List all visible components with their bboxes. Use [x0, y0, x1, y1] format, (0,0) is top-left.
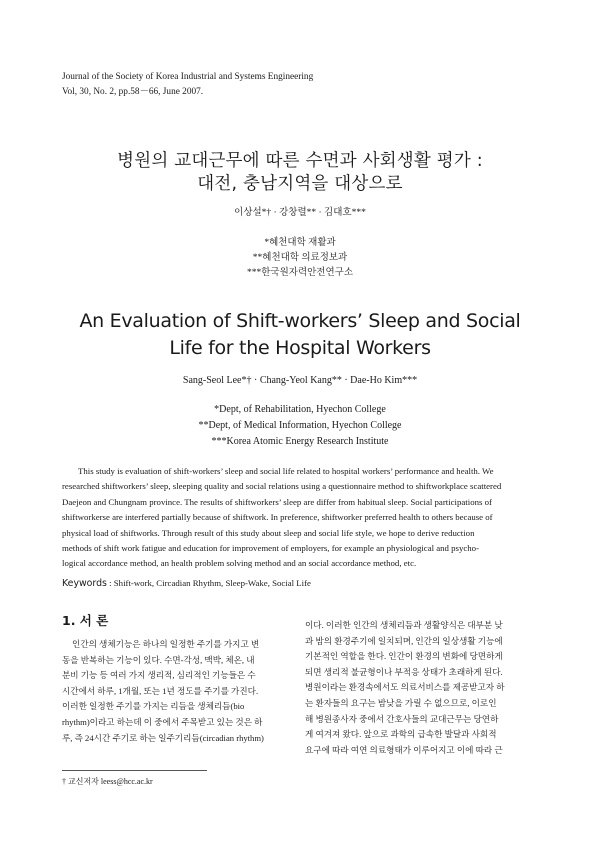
- abstract-line: This study is evaluation of shift-workers’ sleep and social life related to hospital workers’ performance and health. We: [78, 466, 494, 476]
- left-column: [62, 611, 298, 746]
- body-line: 기본적인 역할을 한다. 인간이 환경의 변화에 당면하게: [305, 651, 503, 662]
- body-line: 동을 반복하는 기능이 있다. 수면-각성, 맥박, 체온, 내: [62, 654, 255, 665]
- english-authors: Sang-Seol Lee*† · Chang-Yeol Kang** · Dae-Ho Kim***: [182, 375, 418, 386]
- korean-title: [0, 150, 600, 196]
- body-line: 는 환자들의 요구는 밤낮을 가릴 수 없으므로, 이로인: [305, 697, 497, 708]
- footnote-divider: [62, 770, 207, 771]
- english-affiliation: ***Korea Atomic Energy Research Institute: [211, 436, 389, 447]
- korean-title-line1: 병원의 교대근무에 따른 수면과 사회생활 평가 :: [117, 151, 483, 171]
- keywords: [62, 578, 311, 589]
- body-line: 게 여겨져 왔다. 앞으로 과학의 급속한 발달과 사회적: [305, 729, 497, 740]
- english-title: [0, 308, 600, 362]
- abstract-line: methods of shift work fatigue and education for improvement of employers, for example an physiological and psycho-: [62, 543, 480, 554]
- abstract-line: Daejeon and Chungnam province. The results of shiftworkers’ sleep are differ from habitual sleep. Social participations of: [62, 496, 492, 507]
- korean-title-line2: 대전, 충남지역을 대상으로: [197, 174, 403, 194]
- journal-name: Journal of the Society of Korea Industrial and Systems Engineering: [62, 72, 314, 82]
- body-line: 과 밤의 환경주기에 일치되며, 인간의 일상생활 기능에: [305, 635, 503, 646]
- body-line: 되면 생리적 불균형이나 부적응 상태가 초래하게 된다.: [305, 666, 503, 677]
- body-line: 인간의 생체기능은 하나의 일정한 주기를 가지고 변: [72, 639, 260, 649]
- korean-affiliation: *혜천대학 재활과: [264, 238, 336, 248]
- body-line: 해 병원종사자 중에서 간호사들의 교대근무는 당연하: [305, 713, 499, 724]
- english-affiliation: *Dept, of Rehabilitation, Hyechon College: [214, 404, 386, 415]
- abstract-line: shiftworkerse are interfered partially because of shiftwork. In preference, shiftworker preferred health to others because of: [62, 512, 493, 523]
- section-body-left: [62, 637, 298, 746]
- keywords-value: : Shift-work, Circadian Rhythm, Sleep-Wake, Social Life: [106, 578, 311, 588]
- body-line: 시간에서 하루, 1개월, 또는 1년 정도를 주기를 가진다.: [62, 685, 259, 696]
- abstract-line: logical accordance method, an health problem solving method and an social accordance method, etc.: [62, 558, 417, 569]
- section-body-right: [305, 618, 541, 758]
- body-line: 분비 기능 등 여러 가지 생리적, 심리적인 기능들은 수: [62, 670, 256, 681]
- abstract-line: researched shiftworkers’ sleep, sleeping quality and social relations using a questionnaire method to shiftworkplace scattered: [62, 481, 502, 492]
- korean-authors: 이상설*† · 강창렬** · 김대호***: [234, 208, 366, 218]
- abstract-line: physical load of shiftworks. Through result of this study about sleep and social life style, we hope to derive reduction: [62, 527, 475, 538]
- keywords-label: Keywords: [62, 578, 107, 589]
- korean-affiliations: [0, 236, 600, 281]
- right-column: [305, 618, 541, 758]
- corresponding-author-footnote: † 교신저자 leess@hcc.ac.kr: [62, 777, 153, 786]
- section-heading: 1. 서 론: [62, 613, 109, 628]
- body-line: 루, 즉 24시간 주기로 하는 일주기리듬(circadian rhythm): [62, 732, 264, 743]
- english-affiliation: **Dept, of Medical Information, Hyechon College: [198, 420, 402, 431]
- korean-affiliation: **혜천대학 의료정보과: [252, 253, 348, 263]
- abstract: [62, 464, 540, 572]
- body-line: 이러한 일정한 주기를 가지는 리듬을 생체리듬(bio: [62, 701, 245, 712]
- journal-volume: Vol, 30, No. 2, pp.58－66, June 2007.: [62, 87, 204, 97]
- english-affiliations: [0, 402, 600, 450]
- body-line: 병원이라는 환경속에서도 의료서비스를 제공받고자 하: [305, 682, 505, 693]
- journal-header: [62, 70, 313, 100]
- english-title-line2: Life for the Hospital Workers: [169, 337, 431, 359]
- korean-affiliation: ***한국원자력안전연구소: [246, 268, 354, 278]
- body-line: 요구에 따라 여연 의료형태가 이루어지고 이에 따라 근: [305, 744, 503, 755]
- english-title-line1: An Evaluation of Shift-workers’ Sleep and Social: [79, 310, 521, 332]
- body-line: 이다. 이러한 인간의 생체리듬과 생활양식은 대부분 낮: [305, 620, 503, 630]
- body-line: rhythm)이라고 하는데 이 중에서 주목받고 있는 것은 하: [62, 716, 263, 727]
